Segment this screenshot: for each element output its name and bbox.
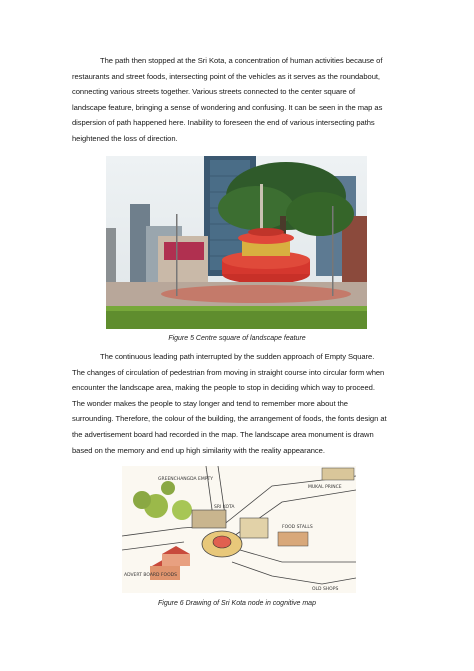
paragraph-line: surrounding. Therefore, the colour of the building, the arrangement of foods, the fonts design at: [72, 414, 387, 424]
figure-6-caption: Figure 6 Drawing of Sri Kota node in cognitive map: [158, 600, 316, 607]
paragraph-line: The changes of circulation of pedestrian from moving in straight course into circular form when: [72, 367, 385, 377]
sketch-label: FOOD STALLS: [282, 525, 313, 530]
figure-5-caption: Figure 5 Centre square of landscape feature: [168, 335, 306, 342]
sketch-label: OLD SHOPS: [312, 587, 339, 592]
paragraph-line: connecting various streets together. Various streets connected to the center square of: [72, 87, 356, 97]
paragraph-line: the advertisement board had recorded in the map. The landscape area monument is drawn: [72, 429, 374, 439]
paragraph-line: based on the memory and end up high similarity with the reality appearance.: [72, 445, 325, 455]
paragraph-line: The path then stopped at the Sri Kota, a concentration of human activities because of: [100, 56, 383, 65]
paragraph-line: restaurants and street foods, intersecting point of the vehicles as it serves as the roundabout,: [72, 71, 380, 81]
sketch-label: ADVERT BOARD FOODS: [124, 573, 177, 578]
figure-6-sketch: [122, 466, 356, 593]
paragraph-2: [72, 349, 404, 458]
sketch-label: GREENCHANGDA EMPTY: [158, 477, 213, 482]
paragraph-line: The continuous leading path interrupted by the sudden approach of Empty Square.: [100, 352, 375, 361]
paragraph-line: The wonder makes the people to stay longer and tend to remember more about the: [72, 398, 348, 408]
sketch-label: MUKAL PRINCE: [308, 485, 342, 490]
figure-5-photo: [106, 156, 367, 329]
paragraph-line: dispersion of path happened here. Inability to foreseen the end of various intersecting paths: [72, 118, 375, 128]
paragraph-line: heightened the loss of direction.: [72, 133, 178, 143]
paragraph-line: encounter the landscape area, making the people to stop in deciding which way to proceed.: [72, 383, 375, 393]
paragraph-1: [72, 53, 404, 147]
paragraph-line: landscape feature, bringing a sense of wondering and confusing. It can be seen in the map as: [72, 102, 383, 112]
sketch-label: SRI KOTA: [214, 505, 235, 510]
